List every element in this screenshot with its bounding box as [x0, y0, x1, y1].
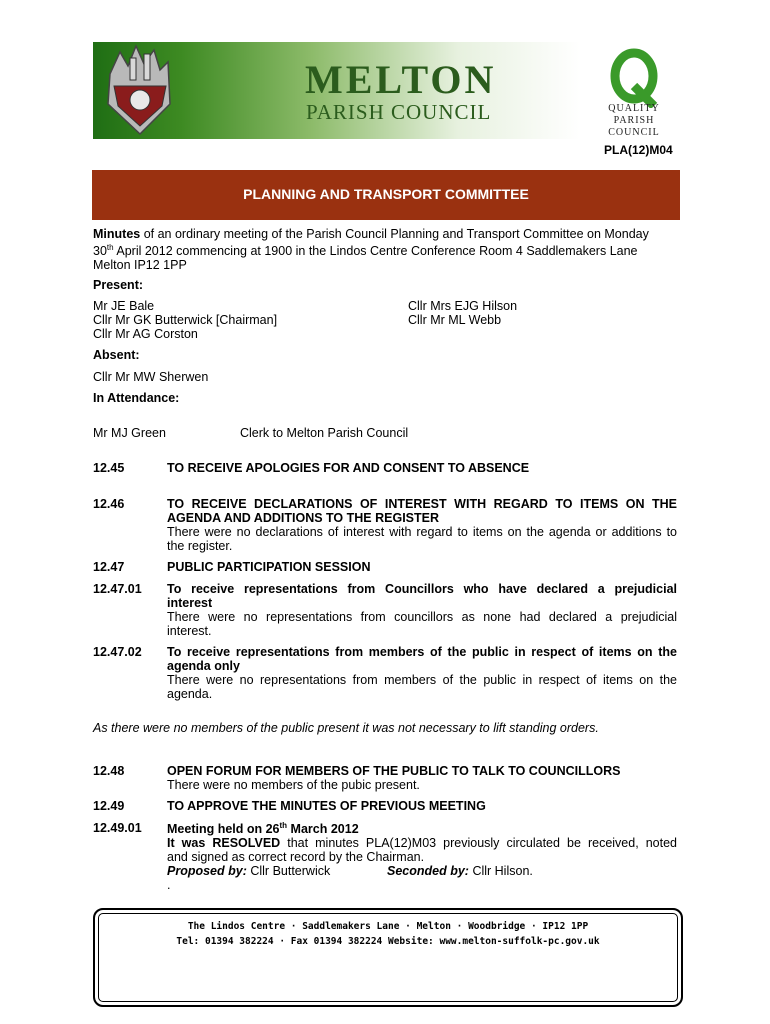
intro-line3: Melton IP12 1PP [93, 258, 187, 273]
item-title: To receive representations from Councillors who have declared a prejudicial [167, 582, 677, 596]
seconded-label: Seconded by: [387, 864, 469, 879]
item-body: agenda. [167, 687, 213, 701]
item-title: Meeting held on 26 [167, 822, 280, 837]
item-body: interest. [167, 624, 212, 638]
item-number: 12.46 [93, 497, 125, 511]
item-title: To receive representations from members of the public in respect of items on the [167, 645, 677, 659]
absent-name: Cllr Mr MW Sherwen [93, 370, 209, 384]
item-block [167, 582, 677, 638]
resolved-lead: It was RESOLVED [167, 836, 281, 851]
present-left [93, 299, 277, 341]
item-title: TO RECEIVE DECLARATIONS OF INTEREST WITH REGARD TO ITEMS ON THE [167, 497, 677, 511]
resolved-text: that minutes PLA(12)M03 previously circulated be received, noted [280, 836, 677, 851]
trailing-mark: . [167, 878, 171, 893]
quality-line-3: COUNCIL [608, 127, 660, 138]
item-number: 12.49 [93, 799, 125, 813]
present-name: Cllr Mr AG Corston [93, 327, 198, 341]
intro-line2: April 2012 commencing at 1900 in the Lindos Centre Conference Room 4 Saddlemakers Lane [113, 244, 638, 259]
present-name: Cllr Mr ML Webb [408, 313, 502, 327]
present-name: Cllr Mr GK Butterwick [Chairman] [93, 313, 278, 327]
parish-crest-icon [100, 44, 178, 136]
item-body: There were no representations from members of the public in respect of items on the [167, 673, 677, 687]
council-subtitle: PARISH COUNCIL [306, 100, 492, 124]
attendance-name: Mr MJ Green [93, 426, 166, 440]
intro-day-sup: th [106, 243, 114, 252]
item-number: 12.47.02 [93, 645, 142, 659]
page-title: PLANNING AND TRANSPORT COMMITTEE [243, 186, 529, 202]
item-number: 12.49.01 [93, 821, 142, 835]
footer-address: The Lindos Centre · Saddlemakers Lane · Melton · Woodbridge · IP12 1PP [187, 921, 589, 932]
document-reference: PLA(12)M04 [604, 143, 673, 157]
standing-orders-note: As there were no members of the public present it was not necessary to lift standing orders. [93, 721, 599, 735]
item-block [167, 497, 677, 553]
footer-contact: Tel: 01394 382224 · Fax 01394 382224 Website: www.melton-suffolk-pc.gov.uk [176, 936, 600, 947]
item-block [167, 764, 677, 792]
seconded-name: Cllr Hilson. [468, 864, 533, 879]
item-title: OPEN FORUM FOR MEMBERS OF THE PUBLIC TO TALK TO COUNCILLORS [167, 764, 621, 778]
council-name: MELTON [305, 57, 497, 102]
item-block [167, 645, 677, 701]
item-block [167, 819, 677, 892]
item-title-sup: th [279, 821, 288, 830]
intro-line1: of an ordinary meeting of the Parish Council Planning and Transport Committee on Monday [140, 227, 649, 241]
present-right [408, 299, 517, 327]
item-number: 12.47 [93, 560, 125, 574]
proposed-label: Proposed by: [167, 864, 247, 879]
item-title: TO RECEIVE APOLOGIES FOR AND CONSENT TO ABSENCE [167, 461, 530, 475]
attendance-role: Clerk to Melton Parish Council [240, 426, 409, 440]
item-title: March 2012 [287, 822, 359, 837]
present-name: Cllr Mrs EJG Hilson [408, 299, 518, 313]
quality-q-logo-icon [604, 48, 664, 108]
present-heading: Present: [93, 278, 144, 292]
quality-line-2: PARISH [613, 115, 655, 126]
item-number: 12.48 [93, 764, 125, 778]
resolved-text: and signed as correct record by the Chairman. [167, 850, 425, 865]
item-title: interest [167, 596, 213, 610]
proposed-name: Cllr Butterwick [246, 864, 331, 879]
item-title: PUBLIC PARTICIPATION SESSION [167, 560, 371, 574]
item-title: AGENDA AND ADDITIONS TO THE REGISTER [167, 511, 440, 525]
item-number: 12.47.01 [93, 582, 142, 596]
item-title: TO APPROVE THE MINUTES OF PREVIOUS MEETING [167, 799, 486, 813]
intro-day: 30 [93, 244, 107, 259]
item-body: There were no representations from councillors as none had declared a prejudicial [167, 610, 677, 624]
attendance-heading: In Attendance: [93, 391, 180, 405]
absent-heading: Absent: [93, 348, 140, 362]
item-body: There were no members of the pubic present. [167, 778, 420, 792]
item-number: 12.45 [93, 461, 125, 475]
item-body: the register. [167, 539, 233, 553]
present-name: Mr JE Bale [93, 299, 155, 313]
item-body: There were no declarations of interest with regard to items on the agenda or additions to [167, 525, 677, 539]
quality-line-1: QUALITY [608, 103, 660, 114]
intro-lead: Minutes [93, 227, 141, 241]
item-title: agenda only [167, 659, 240, 673]
intro-paragraph [93, 227, 679, 272]
